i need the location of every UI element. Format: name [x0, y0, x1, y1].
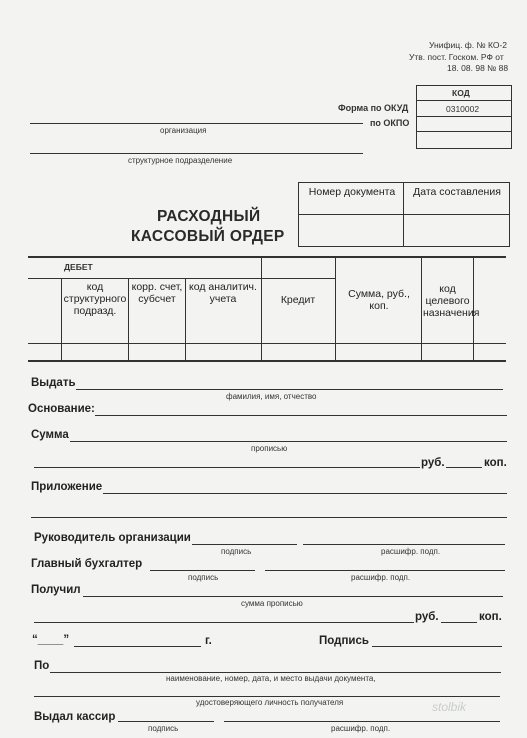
identity-caption: удостоверяющего личность получателя	[196, 698, 344, 707]
watermark: stolbik	[432, 700, 467, 714]
col-sum: Сумма, руб., коп.	[348, 288, 410, 312]
sum-line[interactable]	[70, 441, 507, 442]
kop-line[interactable]	[446, 467, 482, 468]
head-signature-line[interactable]	[192, 544, 297, 545]
col-purpose-code: код целевого назначения	[423, 283, 480, 319]
okud-label: Форма по ОКУД	[338, 103, 409, 113]
cashier-label: Выдал кассир	[34, 711, 116, 723]
cashier-signature-caption: подпись	[148, 724, 179, 733]
col-subdivision-code: код структурного подразд.	[63, 281, 127, 317]
attachment-label: Приложение	[31, 481, 103, 493]
cashier-signature-line[interactable]	[118, 721, 214, 722]
cashier-decode-line[interactable]	[224, 721, 500, 722]
doc-date-cell[interactable]	[405, 216, 507, 244]
received-kop-label: коп.	[479, 611, 502, 623]
title-line2: КАССОВЫЙ ОРДЕР	[131, 228, 285, 245]
accountant-signature-line[interactable]	[150, 570, 255, 571]
title-line1: РАСХОДНЫЙ	[157, 208, 261, 225]
accountant-decode-line[interactable]	[265, 570, 505, 571]
year-label: г.	[205, 635, 212, 647]
by-label: По	[34, 660, 50, 672]
received-line[interactable]	[83, 596, 503, 597]
doc-number-header: Номер документа	[308, 186, 396, 198]
received-line-2[interactable]	[34, 622, 414, 623]
issue-line[interactable]	[76, 389, 503, 390]
received-kop-line[interactable]	[441, 622, 477, 623]
form-ref-line1: Унифиц. ф. № КО-2	[429, 40, 508, 50]
form-ref-line2: Утв. пост. Госком. РФ от	[409, 52, 504, 62]
received-caption: сумма прописью	[241, 599, 303, 608]
organization-line[interactable]	[30, 123, 363, 124]
issue-label: Выдать	[31, 377, 76, 389]
col-analytic-code: код аналитич. учета	[189, 281, 257, 305]
sum-caption: прописью	[251, 444, 288, 453]
cashier-decode-caption: расшифр. подп.	[331, 724, 391, 733]
head-label: Руководитель организации	[34, 532, 191, 544]
by-line[interactable]	[50, 672, 501, 673]
form-ref-line3: 18. 08. 98 № 88	[447, 63, 509, 73]
date-month-line[interactable]	[74, 646, 201, 647]
head-decode-caption: расшифр. подп.	[381, 547, 441, 556]
signature-line[interactable]	[372, 646, 502, 647]
debit-header: ДЕБЕТ	[64, 262, 93, 272]
doc-caption: наименование, номер, дата, и место выдачи документа,	[166, 674, 376, 683]
basis-label: Основание:	[28, 403, 95, 415]
organization-caption: организация	[160, 126, 207, 135]
doc-number-cell[interactable]	[300, 216, 401, 244]
issue-caption: фамилия, имя, отчество	[226, 392, 317, 401]
main-table-top	[28, 256, 506, 258]
accountant-signature-caption: подпись	[188, 573, 219, 582]
by-line-2[interactable]	[34, 696, 500, 697]
okud-value: 0310002	[446, 104, 480, 114]
code-header: КОД	[452, 88, 470, 98]
sum-line-2[interactable]	[34, 467, 420, 468]
signature-label: Подпись	[319, 635, 369, 647]
attachment-line-2[interactable]	[31, 517, 507, 518]
subdivision-line[interactable]	[30, 153, 363, 154]
received-label: Получил	[31, 584, 81, 596]
col-credit: Кредит	[280, 294, 316, 306]
date-day: “____”	[32, 634, 70, 646]
head-signature-caption: подпись	[221, 547, 252, 556]
received-rub-label: руб.	[415, 611, 439, 623]
subdivision-caption: структурное подразделение	[128, 156, 233, 165]
basis-line[interactable]	[95, 415, 507, 416]
col-corr-account: корр. счет, субсчет	[131, 281, 183, 305]
sum-label: Сумма	[31, 429, 69, 441]
doc-date-header: Дата составления	[413, 186, 501, 198]
head-decode-line[interactable]	[303, 544, 505, 545]
kop-label: коп.	[484, 457, 507, 469]
accountant-label: Главный бухгалтер	[31, 558, 143, 570]
rub-label: руб.	[421, 457, 445, 469]
attachment-line[interactable]	[103, 493, 507, 494]
okpo-label: по ОКПО	[370, 118, 410, 128]
accountant-decode-caption: расшифр. подп.	[351, 573, 411, 582]
